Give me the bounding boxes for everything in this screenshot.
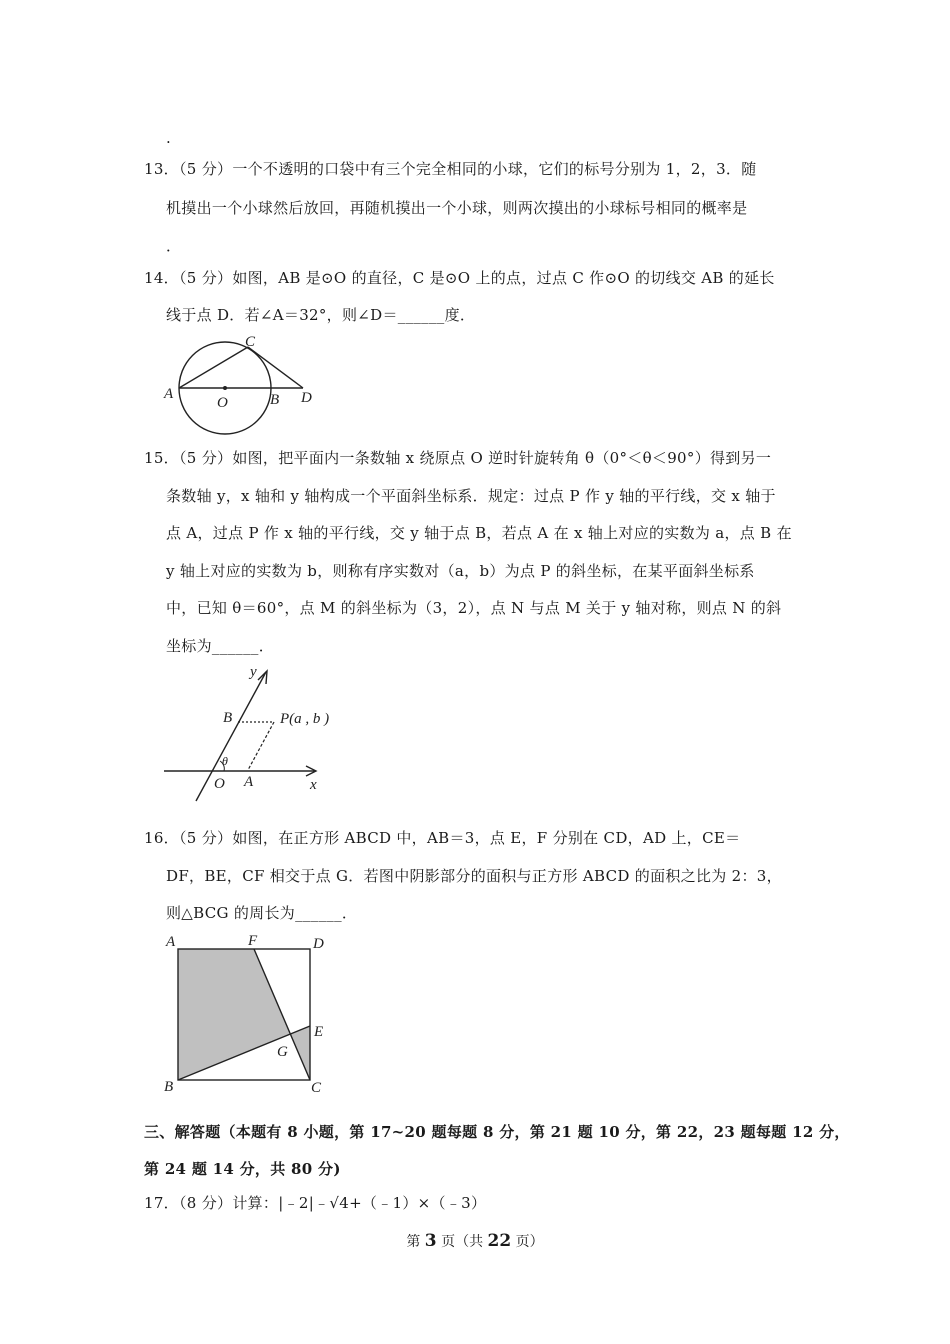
question-15-line3: 点 A，过点 P 作 x 轴的平行线，交 y 轴于点 B，若点 A 在 x 轴上对应的实数为 a，点 B 在 xyxy=(166,524,792,542)
question-15-line1 xyxy=(144,448,771,468)
question-17-line1 xyxy=(144,1193,486,1213)
question-score: （5 分） xyxy=(179,449,233,467)
oblique-axes-figure xyxy=(160,660,360,805)
label-theta: θ xyxy=(222,754,228,768)
footer-middle: 页（共 xyxy=(441,1234,484,1250)
label-a: A xyxy=(164,386,174,402)
label-x: x xyxy=(310,777,317,793)
question-number: 14． xyxy=(144,269,179,287)
label-y: y xyxy=(250,664,257,680)
question-score: （5 分） xyxy=(179,160,233,178)
question-score: （5 分） xyxy=(179,269,233,287)
label-c: C xyxy=(245,334,256,350)
question-14-line1 xyxy=(144,268,775,288)
circle-tangent-figure xyxy=(158,334,328,436)
chord-ac xyxy=(179,347,248,388)
question-15-line2: 条数轴 y，x 轴和 y 轴构成一个平面斜坐标系．规定：过点 P 作 y 轴的平行线，交 x 轴于 xyxy=(166,487,776,505)
question-14-line2: 线于点 D．若∠A＝32°，则∠D＝______度． xyxy=(166,306,476,324)
question-13-line3: ． xyxy=(166,237,182,255)
question-score: （5 分） xyxy=(179,829,233,847)
footer-prefix: 第 xyxy=(406,1234,421,1250)
center-point xyxy=(223,386,227,390)
square-figure xyxy=(160,928,340,1098)
question-text: 如图，AB 是⊙O 的直径，C 是⊙O 上的点，过点 C 作⊙O 的切线交 AB 的延长 xyxy=(232,269,775,287)
question-15-line6: 坐标为______． xyxy=(166,637,275,655)
q12-tail: . xyxy=(166,129,172,147)
tangent-cd xyxy=(248,347,303,388)
section-3-heading-line2: 第 24 题 14 分，共 80 分) xyxy=(144,1160,341,1178)
question-16-line1 xyxy=(144,828,740,848)
shaded-region-left xyxy=(178,949,290,1080)
question-score: （8 分） xyxy=(179,1194,233,1212)
label-o: O xyxy=(217,395,228,411)
question-text: 一个不透明的口袋中有三个完全相同的小球，它们的标号分别为 1，2，3．随 xyxy=(232,160,757,178)
label-f: F xyxy=(248,933,258,949)
label-g: G xyxy=(277,1044,288,1060)
footer-suffix: 页） xyxy=(515,1234,544,1250)
question-13-line2: 机摸出一个小球然后放回，再随机摸出一个小球，则两次摸出的小球标号相同的概率是 xyxy=(166,199,748,217)
question-number: 17． xyxy=(144,1194,179,1212)
question-13-line1 xyxy=(144,159,757,179)
question-16-line3: 则△BCG 的周长为______． xyxy=(166,904,358,922)
page-footer xyxy=(0,1231,950,1251)
question-number: 13． xyxy=(144,160,179,178)
label-b: B xyxy=(223,710,233,726)
page-number: 3 xyxy=(424,1231,437,1251)
question-text: 如图，把平面内一条数轴 x 绕原点 O 逆时针旋转角 θ（0°＜θ＜90°）得到另一 xyxy=(232,449,772,467)
dashed-pa xyxy=(248,722,274,770)
label-b: B xyxy=(164,1079,174,1095)
question-number: 16． xyxy=(144,829,179,847)
label-c: C xyxy=(311,1080,322,1096)
label-d: D xyxy=(313,936,324,952)
label-o: O xyxy=(214,776,225,792)
question-16-line2: DF，BE，CF 相交于点 G．若图中阴影部分的面积与正方形 ABCD 的面积之比为 2：3， xyxy=(166,867,782,885)
question-15-line5: 中，已知 θ＝60°，点 M 的斜坐标为（3，2），点 N 与点 M 关于 y 轴对称，则点 N 的斜 xyxy=(166,599,782,617)
section-3-heading-line1: 三、解答题（本题有 8 小题，第 17~20 题每题 8 分，第 21 题 10 分，第 22，23 题每题 12 分， xyxy=(144,1123,850,1141)
label-e: E xyxy=(314,1024,324,1040)
label-d: D xyxy=(301,390,312,406)
question-text: 计算：|﹣2|﹣√4+（﹣1）×（﹣3） xyxy=(232,1194,487,1212)
question-number: 15． xyxy=(144,449,179,467)
label-a: A xyxy=(166,934,176,950)
question-15-line4: y 轴上对应的实数为 b，则称有序实数对（a，b）为点 P 的斜坐标，在某平面斜坐标系 xyxy=(166,562,755,580)
y-axis xyxy=(196,672,266,801)
label-p: P(a , b ) xyxy=(280,711,330,727)
page-total: 22 xyxy=(487,1231,512,1251)
label-b: B xyxy=(270,392,280,408)
label-a: A xyxy=(244,774,254,790)
question-text: 如图，在正方形 ABCD 中，AB＝3，点 E，F 分别在 CD，AD 上，CE＝ xyxy=(232,829,741,847)
